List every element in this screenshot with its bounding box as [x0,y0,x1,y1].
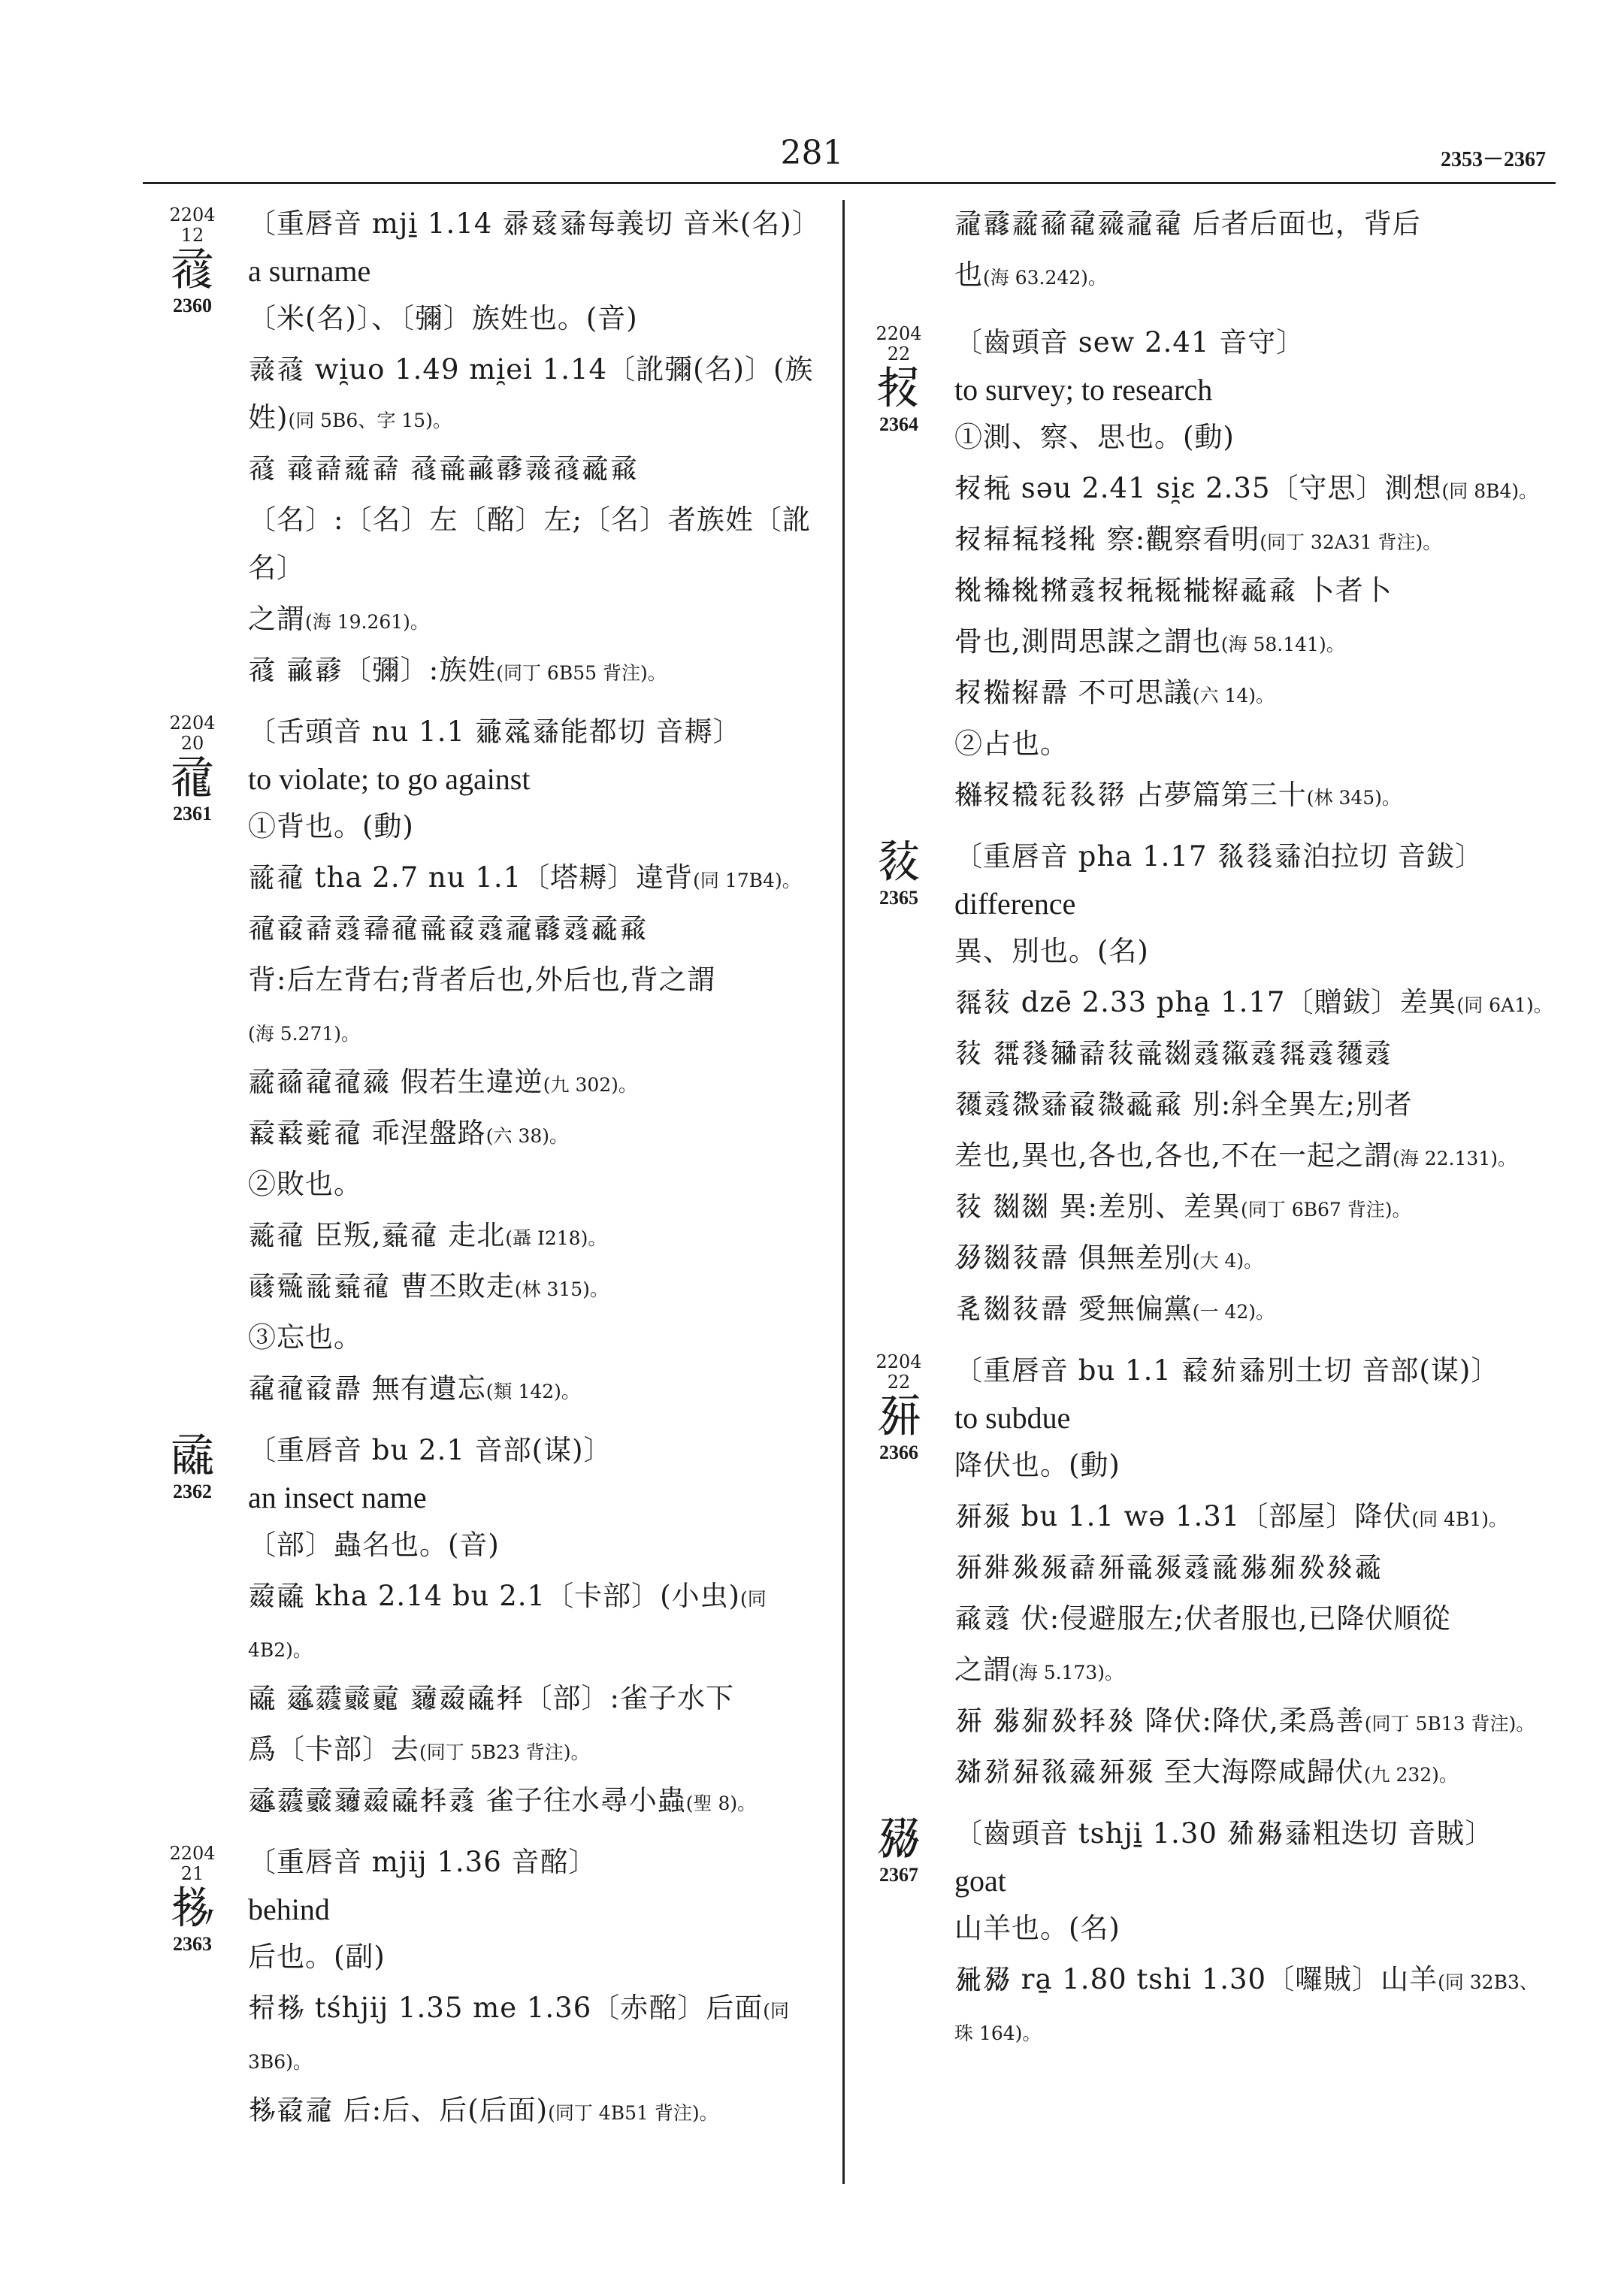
line-text: 異、別也。(名) [954,935,1149,967]
entry-line [248,295,836,346]
line-text: 𗈟𗈠𗈐𗈞𗈍 曹丕敗走 [248,1270,515,1302]
pronunciation: 〔重唇音 mji̱ 1.14 𗈁𗈂𗈃每義切 音米(名)〕 [248,207,821,240]
entry-number: 2361 [173,803,212,824]
line-text: 𗉁𗈾 dzē 2.33 pha̱ 1.17〔贈鈸〕差異 [954,986,1457,1018]
english-definition: goat [954,1864,1006,1898]
entry-gutter [155,204,230,317]
entry-line [954,1493,1553,1544]
headword-glyph: 𗈀 [170,244,215,296]
line-source: (同丁 6B55 背注)。 [496,662,667,684]
entry-line [248,1674,836,1726]
line-source: (海 5.173)。 [1012,1662,1124,1684]
pronunciation: 〔舌頭音 nu 1.1 𗈎𗈏𗈃能都切 音耨〕 [248,715,742,748]
entry-number: 2365 [879,887,918,909]
line-text: 𗈄𗈀 wi̯uo 1.49 mi̯ei 1.14〔訛彌(名)〕(族姓) [248,353,814,434]
line-text: 〔部〕蟲名也。(音) [248,1529,500,1561]
entry-line [954,464,1553,516]
pronunciation: 〔齒頭音 tshji̱ 1.30 𗉚𗉛𗈃粗迭切 音賊〕 [954,1817,1494,1850]
line-text: 𗈍𗈑𗈆𗈒𗈓𗈍𗈈𗈑𗈒𗈔𗈕𗈒𗈋𗈌 [248,912,648,945]
line-text: 后也。(副) [248,1941,386,1973]
line-text: 𗈢 𗈤𗈥𗈦𗈧 𗈨𗈣𗈢𗈩〔部〕:雀子水下 [248,1682,734,1714]
line-source: (同 6A1)。 [1456,994,1553,1016]
line-text: 爲〔卡部〕去 [248,1733,419,1765]
line-source: (九 232)。 [1363,1764,1458,1786]
entry-line [248,445,836,496]
page-number: 281 [780,134,844,172]
line-text: 𗉍 𗉒𗉓𗉔𗈩𗉕 降伏:降伏,柔爲善 [954,1705,1365,1737]
line-text: 𗈔𗈕𗈖𗈗𗈘𗈙𗈔𗈘 后者后面也，背后 [954,207,1421,240]
entry-2362 [155,1426,836,1828]
line-source: (類 142)。 [485,1381,580,1402]
entry-stroke: 20 [180,733,204,754]
line-source: (同 5B6、字 15)。 [288,410,452,431]
entry-gutter [155,1431,230,1503]
entry-line [248,1109,836,1160]
english-definition: to survey; to research [954,373,1213,407]
line-text: 山羊也。(名) [954,1912,1120,1944]
line-source: (同丁 5B13 背注)。 [1364,1713,1535,1735]
entry-line [954,413,1553,464]
entry-line [248,1521,836,1572]
entry-line [248,803,836,854]
line-text: 𗈣𗈢 kha 2.14 bu 2.1〔卡部〕(小虫) [248,1580,740,1612]
pronunciation: 〔重唇音 mjij 1.36 音酩〕 [248,1846,597,1878]
entry-line [954,1285,1553,1336]
entry-line [248,1984,836,2086]
column-divider [842,200,845,2184]
entry-2367 [861,1810,1553,2058]
line-source: (一 42)。 [1192,1301,1275,1323]
entry-stroke: 12 [180,225,204,246]
entry-stroke: 22 [887,1372,911,1393]
line-text: ②敗也。 [248,1168,362,1200]
line-text: 𗉋𗉅𗈾𗈡 俱無差別 [954,1242,1193,1274]
entry-line [954,1081,1553,1132]
pronunciation: 〔重唇音 bu 2.1 音部(谋)〕 [248,1434,612,1466]
headword-glyph: 𗈾 [876,836,921,888]
line-text: 骨也,測問思謀之謂也 [954,625,1221,658]
entry-code: 2204 [169,1843,216,1864]
line-source: (同丁 4B51 背注)。 [548,2102,718,2124]
line-source: (六 38)。 [485,1125,569,1147]
entry-line [248,1263,836,1314]
entry-line [954,1595,1553,1646]
entry-gutter [155,1843,230,1956]
pronunciation: 〔齒頭音 sew 2.41 音守〕 [954,326,1305,358]
line-text: 𗈀 𗈉𗈊〔彌〕:族姓 [248,654,497,686]
line-source: (林 345)。 [1306,787,1401,809]
entry-line [954,927,1553,979]
headword-glyph: 𗈬 [876,362,921,415]
line-source: (九 302)。 [543,1074,637,1096]
line-text: 𗈝𗈍 臣叛,𗈞𗈍 走北 [248,1219,506,1251]
entry-line [248,646,836,697]
line-text: 𗉜𗉙 ra̱ 1.80 tshi 1.30〔囉賊〕山羊 [954,1963,1438,1995]
entry-code: 2204 [169,204,216,225]
entry-line [954,200,1553,251]
entry-line [248,1212,836,1263]
line-source: (同丁 32A31 背注)。 [1260,531,1442,553]
pronunciation: 〔重唇音 pha 1.17 𗈿𗉀𗈃泊拉切 音鈸〕 [954,840,1484,873]
line-text: ③忘也。 [248,1321,362,1354]
entry-line [248,1160,836,1212]
line-text: 𗈐𗈍 tha 2.7 nu 1.1〔塔耨〕違背 [248,861,694,894]
entry-line [954,1234,1553,1285]
entry-line [954,979,1553,1030]
headword-glyph: 𗉙 [876,1813,921,1865]
line-source: (海 5.271)。 [248,1023,361,1045]
headword-glyph: 𗈢 [170,1429,215,1482]
entry-line [954,1030,1553,1081]
line-text: 𗉈𗈒𗉉𗈃𗈑𗉊𗈋𗈌 別:斜全異左;別者 [954,1088,1413,1121]
entry-line [248,1058,836,1109]
line-source: (同 32B3、珠 164)。 [954,1971,1538,2044]
entry-line [248,905,836,956]
entry-line [954,1697,1553,1748]
line-text: 𗈚𗈛𗈜𗈍 乖涅盤路 [248,1117,486,1149]
entry-number: 2360 [173,295,212,316]
entry-line [248,1572,836,1674]
line-text: 𗈘𗈍𗈑𗈡 無有遺忘 [248,1372,486,1405]
line-text: 𗈬𗈭 səu 2.41 si̯ɛ 2.35〔守思〕測想 [954,472,1442,504]
line-text: 𗈲𗈳𗈲𗈴𗈒𗈬𗈭𗈵𗈶𗈷𗈋𗈌 卜者卜 [954,574,1393,607]
entry-line [248,1365,836,1416]
line-text: 也 [954,259,983,291]
entry-2366 [861,1347,1553,1799]
entry-line [248,496,836,595]
line-source: (林 315)。 [514,1278,609,1300]
entry-line [954,1544,1553,1595]
line-source: (同丁 6B67 背注)。 [1241,1199,1411,1221]
line-text: 𗉍𗉐𗉑𗉏𗈆𗉍𗈈𗉏𗈒𗈐𗉒𗉓𗉔𗉕𗈋 [954,1551,1383,1584]
entry-gutter [861,837,936,909]
entry-line [954,1646,1553,1697]
line-source: (海 58.141)。 [1220,634,1345,655]
entry-line [954,1132,1553,1183]
entry-line [954,771,1553,822]
line-source: (大 4)。 [1192,1250,1263,1272]
line-text: 𗉖𗉗𗉘𗈿𗈙𗉍𗉏 至大海際咸歸伏 [954,1756,1364,1788]
entry-line [248,956,836,1007]
line-text: 𗉌𗉅𗈾𗈡 愛無偏黨 [954,1293,1193,1325]
english-definition: to subdue [954,1401,1071,1435]
entry-code: 2204 [876,1351,922,1372]
entry-line [954,1748,1553,1799]
line-text: ①背也。(動) [248,810,414,843]
english-definition: an insect name [248,1481,427,1514]
entry-gutter [861,1351,936,1464]
english-definition: difference [954,887,1076,921]
entry-stroke: 22 [887,343,911,365]
headword-glyph: 𗈍 [170,752,215,804]
line-source: (同 17B4)。 [693,870,801,891]
entry-line [954,251,1553,302]
entry-line [248,1726,836,1777]
line-text: 𗈾 𗉂𗉃𗉄𗈆𗈾𗈈𗉅𗈒𗉆𗈒𗉁𗈒𗉇𗈒 [954,1037,1393,1069]
entry-line [954,618,1553,669]
english-definition: a surname [248,254,371,288]
line-text: 𗈪𗈑𗈔 后:后、后(后面) [248,2094,549,2126]
entry-line [954,1183,1553,1234]
line-text: 𗈫𗈪 tśhjij 1.35 me 1.36〔赤酩〕后面 [248,1992,764,2024]
entry-stroke: 21 [180,1863,204,1884]
line-text: 𗈌𗈒 伏:侵避服左;伏者服也,已降伏順從 [954,1602,1451,1635]
entry-range: 2353－2367 [1440,148,1546,171]
line-source: (海 22.131)。 [1393,1148,1517,1169]
entry-line [248,854,836,905]
line-text: ①測、察、思也。(動) [954,421,1235,453]
line-text: 𗈀 𗈅𗈆𗈇𗈆 𗈀𗈈𗈉𗈊𗈄𗈀𗈋𗈌 [248,452,639,485]
entry-line [248,595,836,646]
entry-line [248,1933,836,1984]
pronunciation: 〔重唇音 bu 1.1 𗈚𗉎𗈃別土切 音部(谋)〕 [954,1354,1500,1387]
entry-gutter [861,323,936,436]
entry-number: 2367 [879,1864,918,1886]
entry-number: 2363 [173,1933,212,1955]
line-text: 𗉍𗉏 bu 1.1 wə 1.31〔部屋〕降伏 [954,1500,1412,1532]
entry-2360 [155,200,836,697]
line-source: (同 4B1)。 [1411,1508,1508,1530]
english-definition: behind [248,1892,330,1926]
headword-glyph: 𗉍 [876,1390,921,1443]
line-text: 〔名〕:〔名〕左〔酩〕左;〔名〕者族姓〔訛名〕 [248,504,811,584]
line-text: 之謂 [954,1653,1012,1686]
entry-line [954,669,1553,720]
entry-2361 [155,708,836,1416]
entry-code: 2204 [169,712,216,734]
line-text: 𗈾 𗉅𗉅 異:差別、差異 [954,1190,1241,1223]
entry-2363 [155,1838,836,2137]
line-source: (六 14)。 [1192,685,1275,706]
line-source: (同丁 5B23 背注)。 [419,1741,590,1763]
line-text: 差也,異也,各也,各也,不在一起之謂 [954,1139,1393,1172]
entry-number: 2364 [879,413,918,435]
entry-gutter [155,712,230,825]
entry-line [954,567,1553,618]
line-source: (聶 I218)。 [505,1227,607,1249]
headword-glyph: 𗈪 [170,1882,215,1935]
line-source: (海 63.242)。 [983,267,1107,289]
left-column [155,200,836,2148]
entry-line [954,1442,1553,1493]
right-column [861,200,1553,2068]
english-definition: to violate; to go against [248,762,531,796]
entry-2365 [861,833,1553,1336]
line-source: (同 3B6)。 [248,2000,790,2073]
line-source: (同 8B4)。 [1441,480,1538,502]
entry-line [954,1904,1553,1956]
header-rule [143,182,1556,184]
entry-line [248,346,836,445]
entry-line [248,1314,836,1365]
entry-line [954,516,1553,567]
line-text: 𗈖𗈗𗈘𗈍𗈙 假若生違逆 [248,1066,543,1098]
line-text: 𗈤𗈥𗈦𗈨𗈣𗈢𗈩𗈒 雀子往水尋小蟲 [248,1784,686,1817]
line-text: 𗈬𗈮𗈯𗈰𗈱 察:觀察看明 [954,523,1260,555]
entry-line [954,1956,1553,2058]
entry-code: 2204 [876,323,922,344]
line-text: ②占也。 [954,728,1069,760]
line-source: (同 4B2)。 [248,1588,767,1661]
entry-2364 [861,319,1553,822]
line-text: 之謂 [248,603,305,635]
entry-line [248,1777,836,1828]
entry-line [248,2086,836,2137]
entry-line [248,1007,836,1058]
entry-line [954,720,1553,771]
line-source: (海 19.261)。 [305,611,429,633]
line-text: 降伏也。(動) [954,1449,1120,1481]
line-text: 𗈬𗈸𗈷𗈡 不可思議 [954,676,1193,709]
line-text: 背:后左背右;背者后也,外后也,背之謂 [248,964,716,996]
line-source: (聖 8)。 [685,1792,757,1814]
continuation-block [861,200,1553,302]
entry-number: 2366 [879,1442,918,1463]
entry-number: 2362 [173,1481,212,1502]
line-text: 𗈹𗈬𗈺𗈻𗈼𗈽 占夢篇第三十 [954,779,1307,811]
entry-gutter [861,1814,936,1886]
line-text: 〔米(名)〕、〔彌〕族姓也。(音) [248,302,638,334]
